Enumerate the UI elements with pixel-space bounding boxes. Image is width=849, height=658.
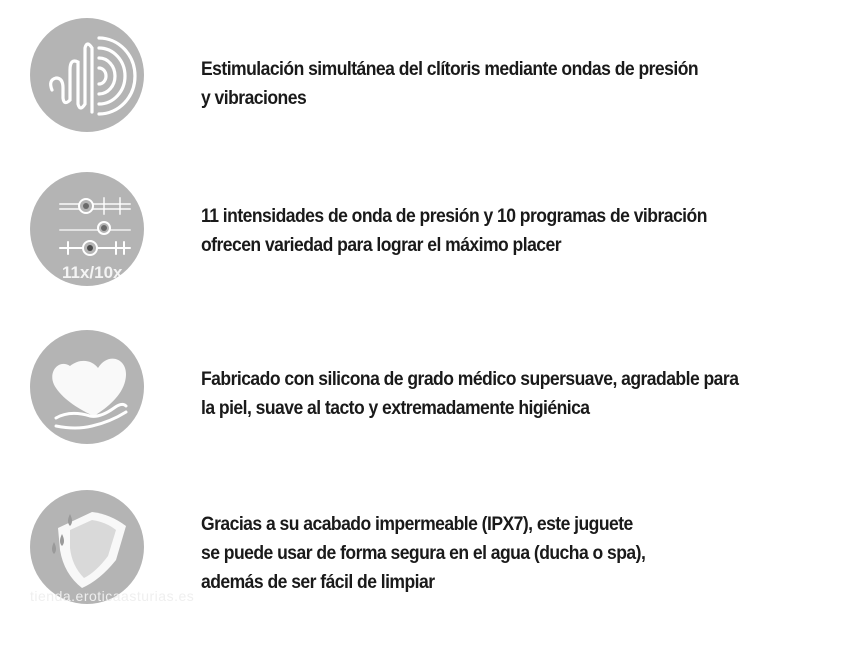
feature-line: además de ser fácil de limpiar [201, 571, 435, 593]
feature-intensities [0, 160, 849, 310]
waterproof-shield-icon [30, 490, 144, 604]
feature-line: y vibraciones [201, 87, 307, 109]
feature-line: la piel, suave al tacto y extremadamente higiénica [201, 397, 590, 419]
feature-line: Estimulación simultánea del clítoris mediante ondas de presión [201, 58, 699, 80]
feature-description [201, 365, 768, 423]
feature-waterproof [0, 480, 849, 630]
feature-line: Gracias a su acabado impermeable (IPX7), este juguete [201, 513, 633, 535]
intensity-sliders-icon [30, 172, 144, 286]
feature-line: Fabricado con silicona de grado médico supersuave, agradable para [201, 368, 739, 390]
feature-silicone [0, 325, 849, 475]
feature-line: se puede usar de forma segura en el agua (ducha o spa), [201, 542, 646, 564]
watermark: tienda.eroticaasturias.es [30, 588, 195, 604]
pressure-wave-icon [30, 18, 144, 132]
heart-in-hand-icon [30, 330, 144, 444]
feature-description [201, 202, 768, 260]
feature-line: ofrecen variedad para lograr el máximo placer [201, 234, 562, 256]
feature-line: 11 intensidades de onda de presión y 10 programas de vibración [201, 205, 707, 227]
intensity-label: 11x/10x [62, 263, 123, 282]
feature-pressure-wave [0, 0, 849, 150]
feature-description [201, 55, 768, 113]
feature-description [201, 510, 768, 597]
